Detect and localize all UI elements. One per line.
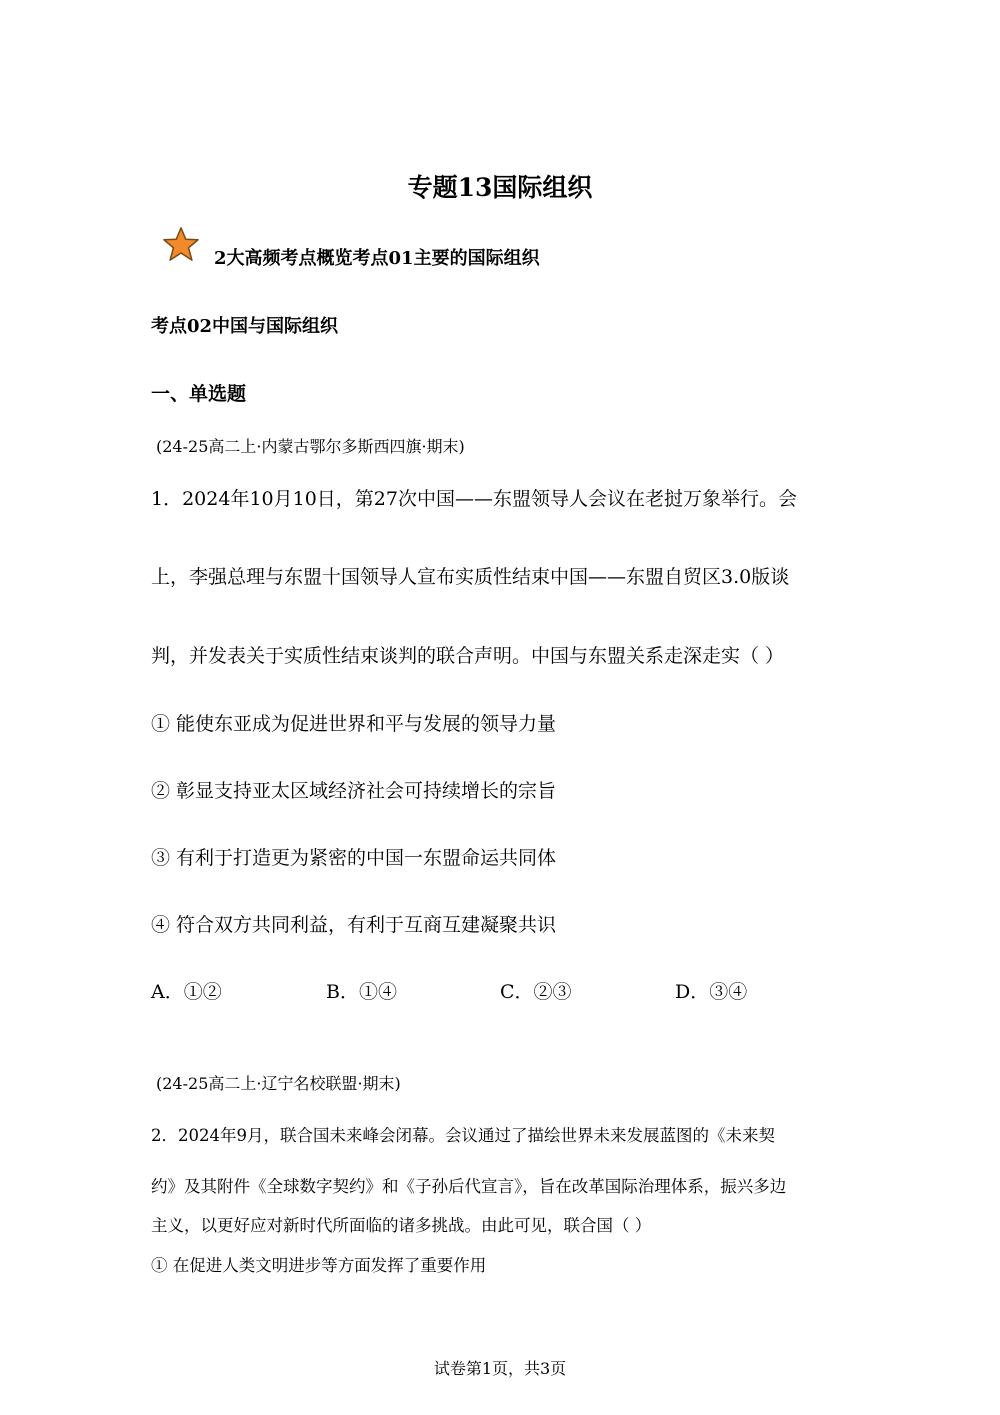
q1-choice-b[interactable]: B．①④ — [326, 981, 397, 1003]
star-icon — [162, 226, 200, 262]
page-footer: 试卷第1页，共3页 — [433, 1359, 567, 1378]
q1-stem-line-1: 1．2024年10月10日，第27次中国——东盟领导人会议在老挝万象举行。会 — [151, 488, 797, 510]
q2-statement-1: ① 在促进人类文明进步等方面发挥了重要作用 — [151, 1256, 487, 1275]
q1-stem-line-2: 上，李强总理与东盟十国领导人宣布实质性结束中国——东盟自贸区3.0版谈 — [151, 566, 790, 588]
kaodian-02-heading: 考点02中国与国际组织 — [151, 316, 339, 337]
q1-choice-a[interactable]: A．①② — [151, 981, 222, 1003]
page-title: 专题13国际组织 — [407, 173, 593, 202]
q1-statement-1: ① 能使东亚成为促进世界和平与发展的领导力量 — [151, 713, 557, 735]
q1-statement-2: ② 彰显支持亚太区域经济社会可持续增长的宗旨 — [151, 780, 557, 802]
q1-choice-c[interactable]: C．②③ — [500, 981, 572, 1003]
q1-stem-line-3: 判，并发表关于实质性结束谈判的联合声明。中国与东盟关系走深走实（ ） — [151, 645, 785, 667]
q2-stem-line-2: 约》及其附件《全球数字契约》和《子孙后代宣言》，旨在改革国际治理体系，振兴多边 — [151, 1177, 787, 1196]
q2-source: (24-25高二上·辽宁名校联盟·期末) — [156, 1074, 401, 1093]
q1-statement-4: ④ 符合双方共同利益，有利于互商互建凝聚共识 — [151, 914, 557, 936]
q1-statement-3: ③ 有利于打造更为紧密的中国一东盟命运共同体 — [151, 847, 557, 869]
q1-source: (24-25高二上·内蒙古鄂尔多斯西四旗·期末) — [156, 437, 465, 456]
section-heading: 一、单选题 — [151, 383, 247, 405]
q2-stem-line-3: 主义，以更好应对新时代所面临的诸多挑战。由此可见，联合国（ ） — [151, 1216, 652, 1235]
summary-heading: 2大高频考点概览考点01主要的国际组织 — [214, 248, 540, 269]
q2-stem-line-1: 2．2024年9月，联合国未来峰会闭幕。会议通过了描绘世界未来发展蓝图的《未来契 — [151, 1126, 775, 1145]
q1-choice-d[interactable]: D．③④ — [675, 981, 748, 1003]
